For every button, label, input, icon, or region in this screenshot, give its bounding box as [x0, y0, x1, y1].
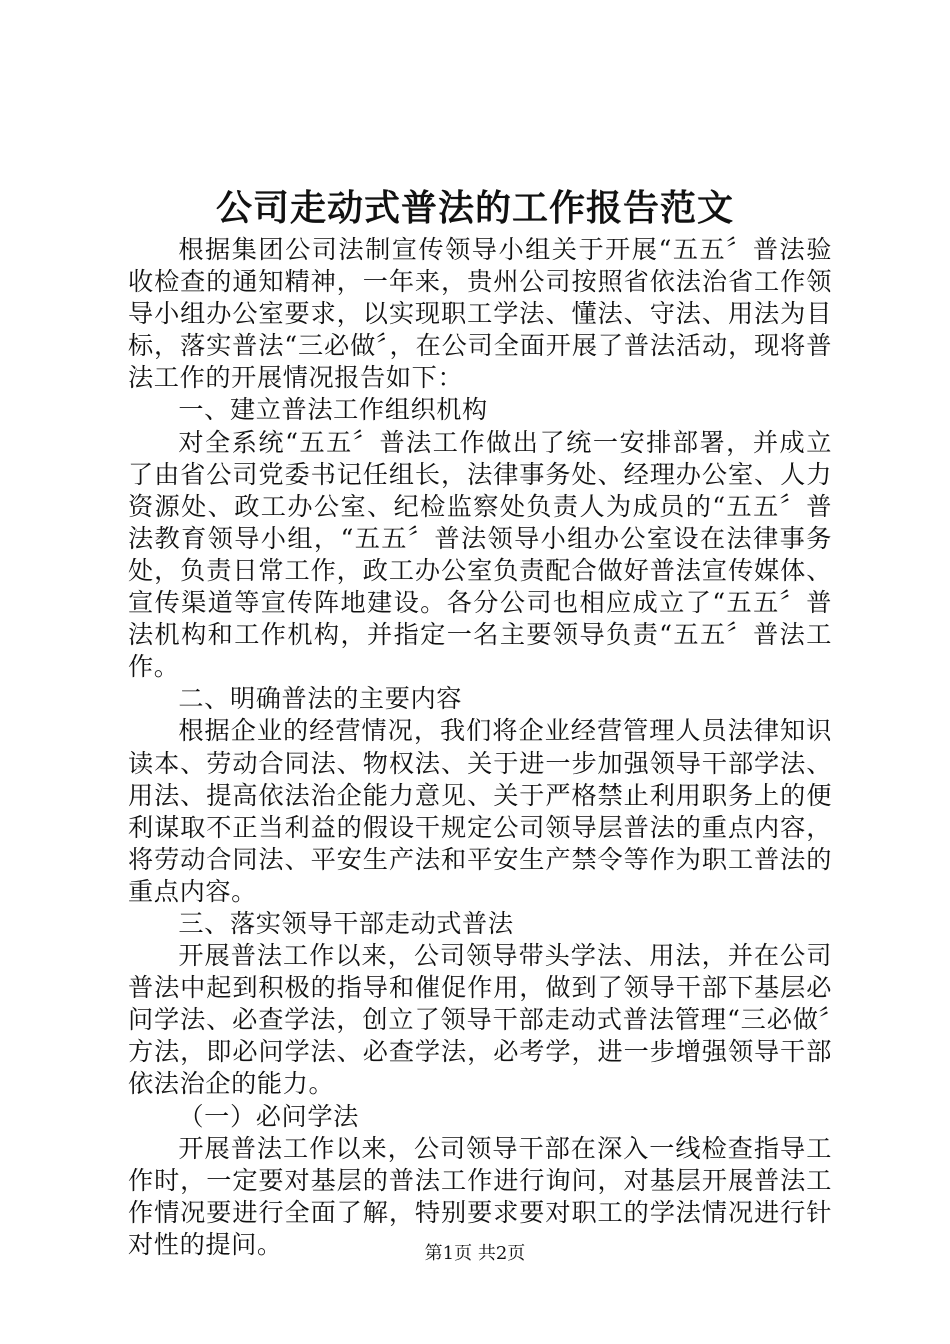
page-footer: 第1页 共2页 [424, 1243, 526, 1264]
subsection-heading-1: （一）必问学法 [178, 1101, 359, 1131]
subsection-1-paragraph: 开展普法工作以来，公司领导干部在深入一线检查指导工作时，一定要对基层的普法工作进行询问，对基层开展普法工作情况要进行全面了解，特别要求要对职工的学法情况进行针对性的提问。 [128, 1133, 832, 1259]
section-heading-3: 三、落实领导干部走动式普法 [178, 908, 514, 938]
section-heading-1: 一、建立普法工作组织机构 [178, 395, 488, 425]
intro-paragraph: 根据集团公司法制宣传领导小组关于开展“五五〞普法验收检查的通知精神，一年来，贵州公司按照省依法治省工作领导小组办公室要求，以实现职工学法、懂法、守法、用法为目标，落实普法“三必做〞，在公司全面开展了普法活动，现将普法工作的开展情况报告如下： [128, 235, 832, 393]
document-body [128, 234, 832, 1261]
section-heading-2: 二、明确普法的主要内容 [178, 684, 463, 714]
document-title: 公司走动式普法的工作报告范文 [215, 187, 734, 229]
section-2-paragraph: 根据企业的经营情况，我们将企业经营管理人员法律知识读本、劳动合同法、物权法、关于进一步加强领导干部学法、用法、提高依法治企能力意见、关于严格禁止利用职务上的便利谋取不正当利益的假设干规定公司领导层普法的重点内容，将劳动合同法、平安生产法和平安生产禁令等作为职工普法的重点内容。 [128, 716, 832, 906]
section-3-paragraph: 开展普法工作以来，公司领导带头学法、用法，并在公司普法中起到积极的指导和催促作用，做到了领导干部下基层必问学法、必查学法，创立了领导干部走动式普法管理“三必做〞方法，即必问学法、必查学法，必考学，进一步增强领导干部依法治企的能力。 [128, 941, 832, 1099]
section-1-paragraph: 对全系统“五五〞普法工作做出了统一安排部署，并成立了由省公司党委书记任组长，法律事务处、经理办公室、人力资源处、政工办公室、纪检监察处负责人为成员的“五五〞普法教育领导小组，“五五〞普法领导小组办公室设在法律事务处，负责日常工作，政工办公室负责配合做好普法宣传媒体、宣传渠道等宣传阵地建设。各分公司也相应成立了“五五〞普法机构和工作机构，并指定一名主要领导负责“五五〞普法工作。 [128, 427, 832, 682]
